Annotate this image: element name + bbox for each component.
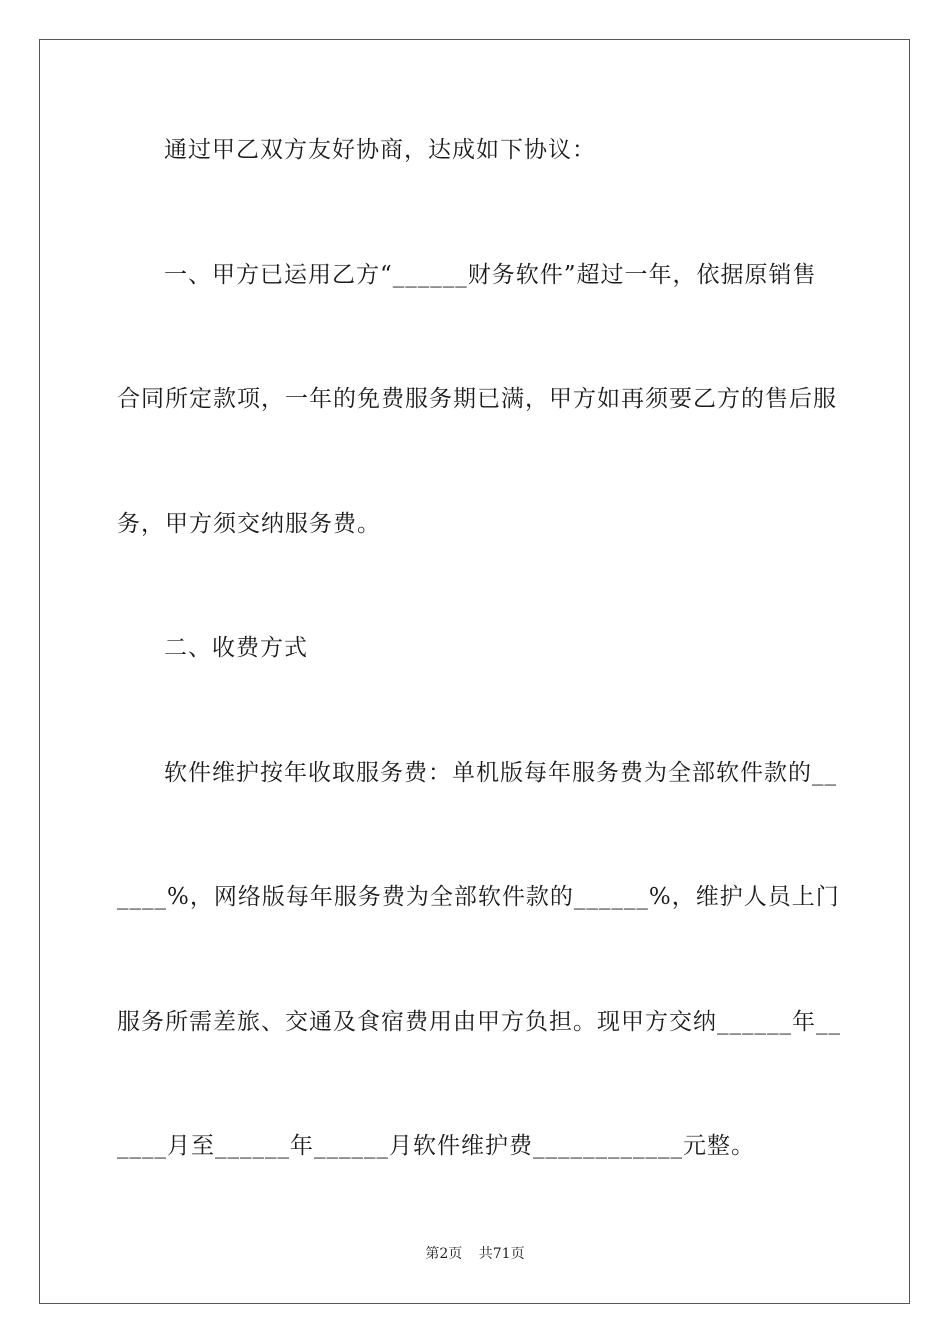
page-footer: [0, 1245, 950, 1263]
page-number: 第2页: [425, 1246, 463, 1262]
clause-1-line-2: 合同所定款项，一年的免费服务期已满，甲方如再须要乙方的售后服: [117, 386, 837, 412]
paragraph-intro: 通过甲乙双方友好协商，达成如下协议：: [164, 137, 596, 163]
clause-2-heading: 二、收费方式: [164, 635, 308, 661]
clause-2-line-1: 软件维护按年收取服务费：单机版每年服务费为全部软件款的__: [164, 760, 837, 786]
clause-1-line-3: 务，甲方须交纳服务费。: [117, 511, 381, 537]
clause-2-line-3: 服务所需差旅、交通及食宿费用由甲方负担。现甲方交纳______年__: [117, 1009, 841, 1035]
page-total: 共71页: [478, 1246, 525, 1262]
clause-2-line-4: ____月至______年______月软件维护费____________元整。: [117, 1133, 755, 1159]
clause-2-line-2: ____%，网络版每年服务费为全部软件款的______%，维护人员上门: [117, 884, 840, 910]
clause-1-line-1: 一、甲方已运用乙方“______财务软件”超过一年，依据原销售: [164, 262, 817, 288]
page-frame: [39, 39, 910, 1304]
